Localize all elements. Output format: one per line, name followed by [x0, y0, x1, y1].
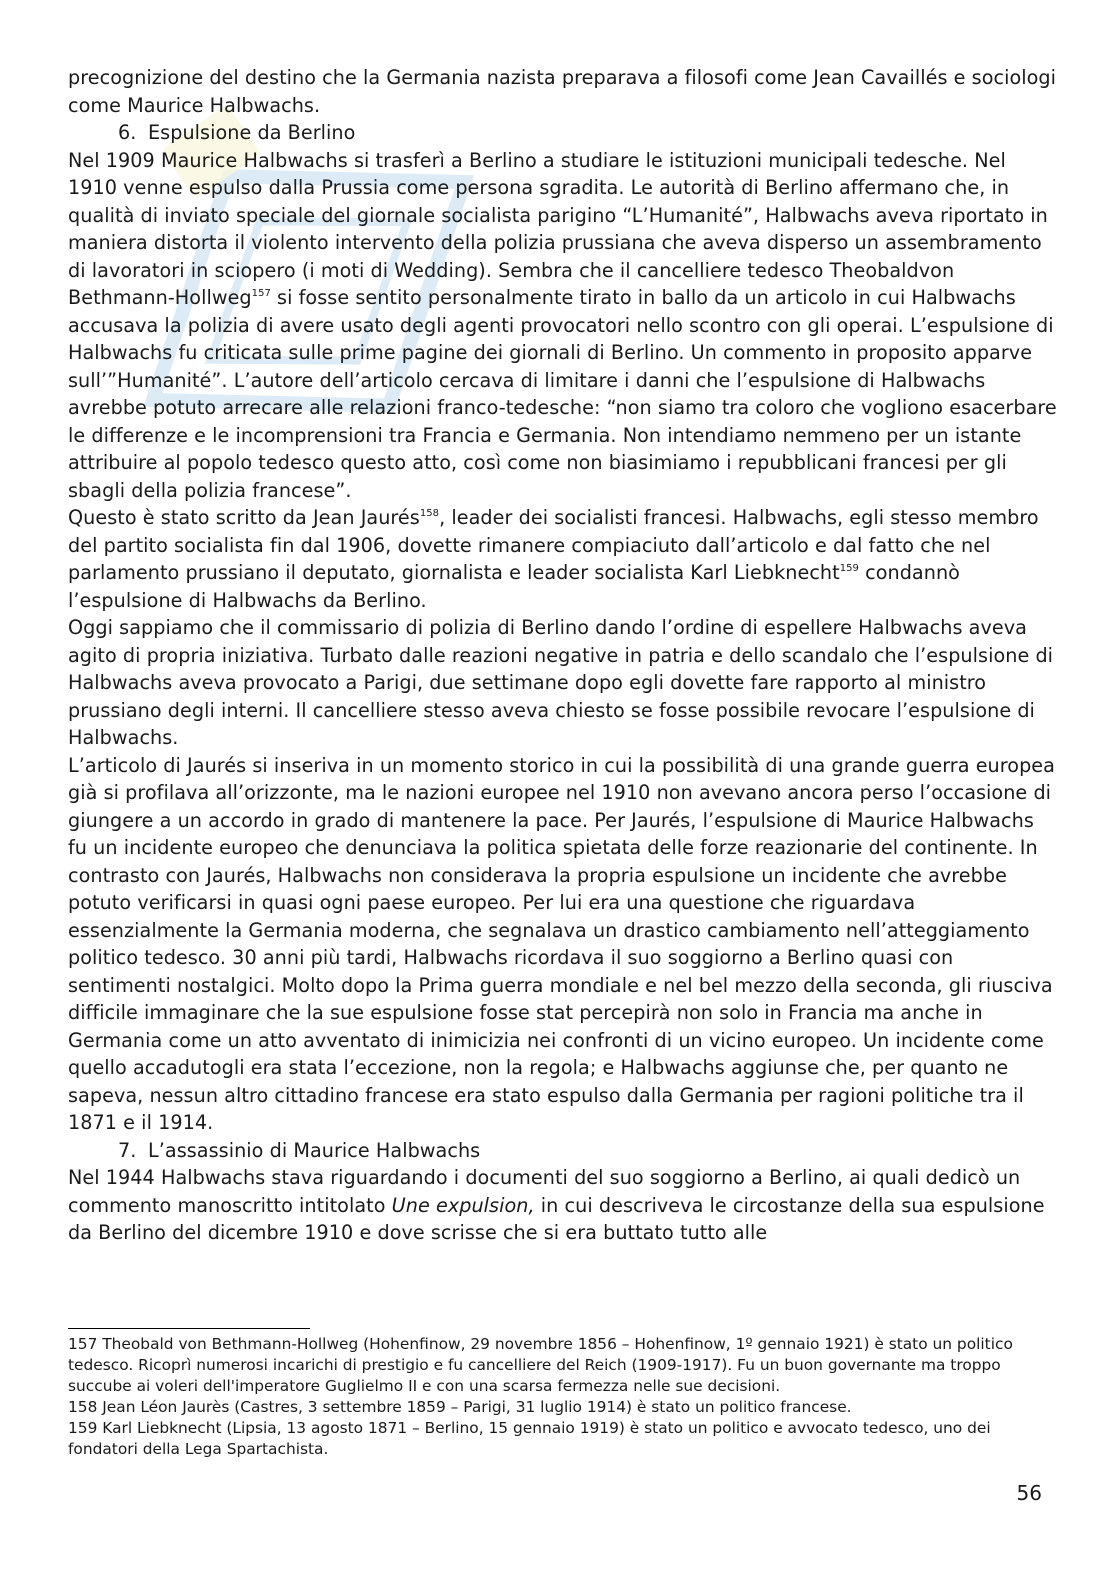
- document-body: [68, 64, 1058, 1247]
- paragraph: Nel 1909 Maurice Halbwachs si trasferì a Berlino a studiare le istituzioni municipali tedesche. Nel 1910 venne espulso dalla Prussia come persona sgradita. Le autorità di Berlino affermano che, in qualità di inviato speciale del giornale socialista parigino “L’Humanité”, Halbwachs aveva riportato in maniera distorta il violento intervento della polizia prussiana che aveva disperso un assembramento di lavoratori in sciopero (i moti di Wedding). Sembra che il cancelliere tedesco Theobaldvon Bethmann-Hollweg$^{157}$ si fosse sentito personalmente tirato in ballo da un articolo in cui Halbwachs accusava la polizia di avere usato degli agenti provocatori nello scontro con gli operai. L’espulsione di Halbwachs fu criticata sulle prime pagine dei giornali di Berlino. Un commento in proposito apparve sull’”Humanité”. L’autore dell’articolo cercava di limitare i danni che l’espulsione di Halbwachs avrebbe potuto arrecare alle relazioni franco-tedesche: “non siamo tra coloro che vogliono esacerbare le differenze e le incomprensioni tra Francia e Germania. Non intendiamo nemmeno per un istante attribuire al popolo tedesco questo atto, così come non biasimiamo i repubblicani francesi per gli sbagli della polizia francese”.: [68, 148, 1057, 502]
- section-heading: [68, 119, 1058, 147]
- section-number: 6.: [118, 121, 137, 144]
- section-heading: [68, 1137, 1058, 1165]
- paragraph: Nel 1944 Halbwachs stava riguardando i documenti del suo soggiorno a Berlino, ai quali dedicò un commento manoscritto intitolato Une expulsion, in cui descriveva le circostanze della sua espulsione da Berlino del dicembre 1910 e dove scrisse che si era buttato tutto alle: [68, 1166, 1045, 1244]
- footnote-ref: 158: [419, 508, 440, 519]
- section-number: 7.: [118, 1138, 137, 1162]
- paragraph: L’articolo di Jaurés si inseriva in un momento storico in cui la possibilità di una grande guerra europea già si profilava all’orizzonte, ma le nazioni europee nel 1910 non avevano ancora perso l’occasione di giungere a un accordo in grado di mantenere la pace. Per Jaurés, l’espulsione di Maurice Halbwachs fu un incidente europeo che denunciava la politica spietata delle forze reazionarie del continente. In contrasto con Jaurés, Halbwachs non considerava la propria espulsione un incidente che avrebbe potuto verificarsi in quasi ogni paese europeo. Per lui era una questione che riguardava essenzialmente la Germania moderna, che segnalava un drastico cambiamento nell’atteggiamento politico tedesco. 30 anni più tardi, Halbwachs ricordava il suo soggiorno a Berlino quasi con sentimenti nostalgici. Molto dopo la Prima guerra mondiale e nel bel mezzo della seconda, gli riusciva difficile immaginare che la sue espulsione fosse stat percepirà non solo in Francia ma anche in Germania come un atto avventato di inimicizia nei confronti di un vicino europeo. Un incidente come quello accadutogli era stata l’eccezione, non la regola; e Halbwachs aggiunse che, per quanto ne sapeva, nessun altro cittadino francese era stato espulso dalla Germania per ragioni politiche tra il 1871 e il 1914.: [68, 753, 1055, 1134]
- paragraph: Questo è stato scritto da Jean Jaurés$^{158}$, leader dei socialisti francesi. Halbwachs, egli stesso membro del partito socialista fin dal 1906, dovette rimanere compiaciuto dall’articolo e dal fatto che nel parlamento prussiano il deputato, giornalista e leader socialista Karl Liebknecht$^{159}$ condannò l’espulsione di Halbwachs da Berlino.: [68, 506, 1039, 612]
- footnote-ref: 157: [251, 288, 271, 299]
- italic-title: Une expulsion,: [391, 1193, 535, 1217]
- paragraph: Oggi sappiamo che il commissario di polizia di Berlino dando l’ordine di espellere Halbwachs aveva agito di propria iniziativa. Turbato dalle reazioni negative in patria e dello scandalo che l’espulsione di Halbwachs aveva provocato a Parigi, due settimane dopo egli dovette fare rapporto al ministro prussiano degli interni. Il cancelliere stesso aveva chiesto se fosse possibile revocare l’espulsione di Halbwachs.: [68, 616, 1054, 749]
- paragraph: precognizione del destino che la Germania nazista preparava a filosofi come Jean Cavaillés e sociologi come Maurice Halbwachs.: [68, 66, 1057, 117]
- footnote-ref: 159: [839, 563, 859, 574]
- footnote: 158 Jean Léon Jaurès (Castres, 3 settembre 1859 – Parigi, 31 luglio 1914) è stato un politico francese.: [68, 1398, 852, 1416]
- section-title: L’assassinio di Maurice Halbwachs: [148, 1138, 481, 1162]
- footnote-separator: [68, 1328, 310, 1329]
- footnotes: [68, 1334, 1043, 1460]
- section-title: Espulsione da Berlino: [148, 121, 356, 144]
- page-number: 56: [1016, 1481, 1042, 1505]
- footnote: 159 Karl Liebknecht (Lipsia, 13 agosto 1871 – Berlino, 15 gennaio 1919) è stato un politico e avvocato tedesco, uno dei fondatori della Lega Spartachista.: [68, 1419, 991, 1458]
- footnote: 157 Theobald von Bethmann-Hollweg (Hohenfinow, 29 novembre 1856 – Hohenfinow, 1º gennaio 1921) è stato un politico tedesco. Ricoprì numerosi incarichi di prestigio e fu cancelliere del Reich (1909-1917). Fu un buon governante ma troppo succube ai voleri dell'imperatore Guglielmo II e con una scarsa fermezza nelle sue decisioni.: [68, 1335, 1013, 1395]
